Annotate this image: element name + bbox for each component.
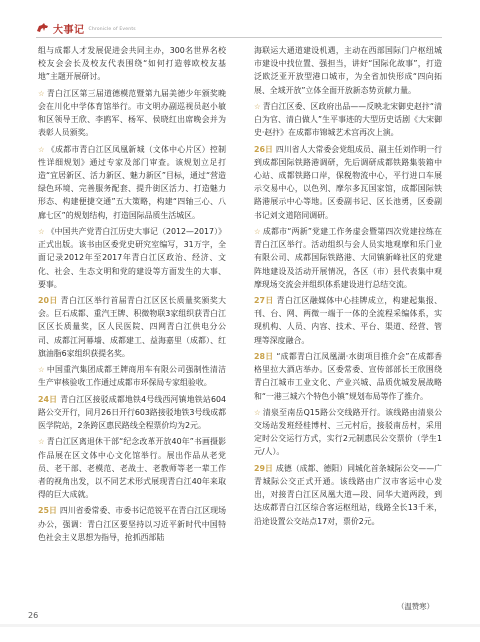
star-icon: ☆ (38, 437, 45, 447)
star-icon: ☆ (254, 226, 261, 236)
event-text: 青白江区融媒体中心挂牌成立，构建起集报、刊、台、网、两微一端于一体的全流程采编体系，实现机构、人员、内容、技术、平台、渠道、经营、管理等深度融合。 (254, 296, 442, 345)
event-date: 27日 (254, 296, 274, 306)
page-number: 26 (28, 611, 39, 620)
event-entry (38, 225, 226, 291)
event-text: “成都青白江凤凰湖·水街项目推介会”在成都香格里拉大酒店举办。区委常委、宣传部部长王欣围绕青白江城市工业文化、产业兴城、品质优城发展战略和“一港三城六个特色小镇”规划布局等作了推介。 (254, 351, 443, 401)
event-entry (38, 435, 226, 501)
event-entry (38, 504, 226, 544)
event-date: 26日 (254, 144, 273, 154)
left-column (38, 44, 226, 547)
event-entry (254, 100, 442, 140)
footer-band (0, 624, 480, 627)
event-text: 组与成都人才发展促进会共同主办，300名世界名校校友会会长及校友代表围绕“如何打造蓉欧校友基地”主题开展研讨。 (38, 46, 226, 82)
event-text: 青白江区第三届道德模范暨第九届美德少年颁奖晚会在川化中学体育馆举行。市文明办副巡视员赵小敏和区领导王欣、李鸥军、杨军、侯晓红出席晚会并为表彰人员颁奖。 (38, 88, 226, 138)
event-text: 《成都市青白江区凤凰新城（文体中心片区）控制性详细规划》通过专家及部门审查。该规划立足打造“宜居新区、活力新区、魅力新区”目标，通过“营造绿色环境、完善服务配套、提升街区活力、打造魅力形态、构建便捷交通”五大策略，构建“四轴三心、八廊七区”的规划结构，打造国际品质生活城区。 (38, 144, 226, 220)
event-text: 清泉至南岳Q15路公交线路开行。该线路由清泉公交场站发班经桂博村、三元村后，接驳南岳村，采用定时公交运行方式，实行2元制惠民公交票价（学生1元/人）。 (254, 407, 442, 457)
event-entry (254, 44, 442, 97)
event-entry (38, 143, 226, 222)
event-text: 四川省人大常委会党组成员、副主任刘作明一行到成都国际铁路港调研，先后调研成都铁路集装箱中心站、成都铁路口岸，保税物流中心，平行进口车展示交易中心，以色列、摩尔多瓦国家馆，成都国际铁路港展示中心等地。区委副书记、区长池勇，区委副书记刘文道陪同调研。 (254, 144, 442, 220)
event-text: 青白江区举行首届青白江区区长质量奖颁奖大会。巨石成都、重汽王牌、积微物联3家组织获青白江区区长质量奖，区人民医院、四网青白江供电分公司、成都江河幕墙、成都建工、益海嘉里（成都）、红旗油脂6家组织获提名奖。 (38, 296, 226, 358)
event-entry (38, 363, 226, 389)
event-text: 青白江区离退休干部“纪念改革开放40年”书画摄影作品展在区文体中心文化馆举行。展出作品从老党员、老干部、老模范、老战士、老教师等老一辈工作者的视角出发，以不同艺术形式展现青白江40年来取得的巨大成就。 (38, 437, 226, 500)
star-icon: ☆ (38, 226, 45, 236)
event-date: 24日 (38, 394, 58, 404)
event-entry (254, 462, 442, 528)
event-text: 青白江区委、区政府出品——反映北宋御史赵抃“清白为官、清白做人”生平事迹的大型历史话剧《大宋御史·赵抃》在成都市锦城艺术宫再次上演。 (254, 101, 442, 138)
event-entry (38, 294, 226, 360)
event-text: 成德（成都、德阳）同城化首条城际公交——广青城际公交正式开通。该线路由广汉市客运中心发出，对接青白江区凤凰大道—段、同华大道两段，到达成都青白江区综合客运枢纽站，线路全长13千米，沿途设置公交站点17对，票价2元。 (254, 463, 442, 526)
page-header (36, 20, 136, 36)
star-icon: ☆ (254, 407, 261, 417)
event-entry (38, 44, 226, 84)
header-divider (36, 37, 442, 38)
event-text: 成都市“两新”党建工作务虚会暨第四次党建拉练在青白江区举行。活动组织与会人员实地观摩和乐门业有限公司、成都国际铁路港、大同镇新峰社区的党建阵地建设及活动开展情况，各区（市）县代表集中观摩现场交流会并组织体系建设进行总结交流。 (254, 226, 442, 289)
event-date: 20日 (38, 296, 58, 306)
section-title: 大事记 (53, 24, 85, 36)
event-text: 海联运大通道建设机遇，主动在西部国际门户枢纽城市建设中找位置、强担当，讲好“国际化故事”，打造泛欧泛亚开放型港口城市，为全省加快形成“四向拓展、全域开放”立体全面开放新态势贡献力量。 (254, 46, 442, 95)
event-entry (254, 225, 442, 291)
event-entry (254, 350, 442, 403)
event-entry (38, 393, 226, 433)
event-date: 28日 (254, 351, 274, 361)
star-icon: ☆ (254, 101, 261, 111)
event-text: 四川省委常委、市委书记范锐平在青白江区现场办公，强调：青白江区要坚持以习近平新时代中国特色社会主义思想为指导，抢抓西部陆 (38, 506, 226, 542)
event-entry (254, 143, 442, 222)
event-entry (254, 294, 442, 347)
star-icon: ☆ (38, 144, 45, 154)
event-text: 青白江区接驳成都地铁4号线西河镇地铁站604路公交开行，同月26日开行603路接驳地铁3号线成都医学院站，2条跨区惠民路线全程票价均为2元。 (38, 394, 226, 431)
event-text: 中国重汽集团成都王牌商用车有限公司强制性清洁生产审核验收工作通过成都市环保局专家组验收。 (38, 365, 226, 388)
event-text: 《中国共产党青白江历史大事记（2012—2017）》正式出版。该书由区委党史研究室编写，31万字，全面记录2012年至2017年青白江区政治、经济、文化、社会、生态文明和党的建设等方面发生的大事、要事。 (38, 226, 226, 289)
right-column (254, 44, 442, 531)
event-entry (38, 87, 226, 140)
star-icon: ☆ (38, 88, 45, 98)
event-date: 25日 (38, 506, 57, 516)
section-subtitle: Chronicle of Events (88, 27, 136, 32)
horse-logo-icon (36, 22, 50, 34)
event-entry (254, 406, 442, 459)
star-icon: ☆ (38, 365, 45, 375)
editor-credit: （温赞寒） (397, 602, 434, 611)
event-date: 29日 (254, 463, 273, 473)
